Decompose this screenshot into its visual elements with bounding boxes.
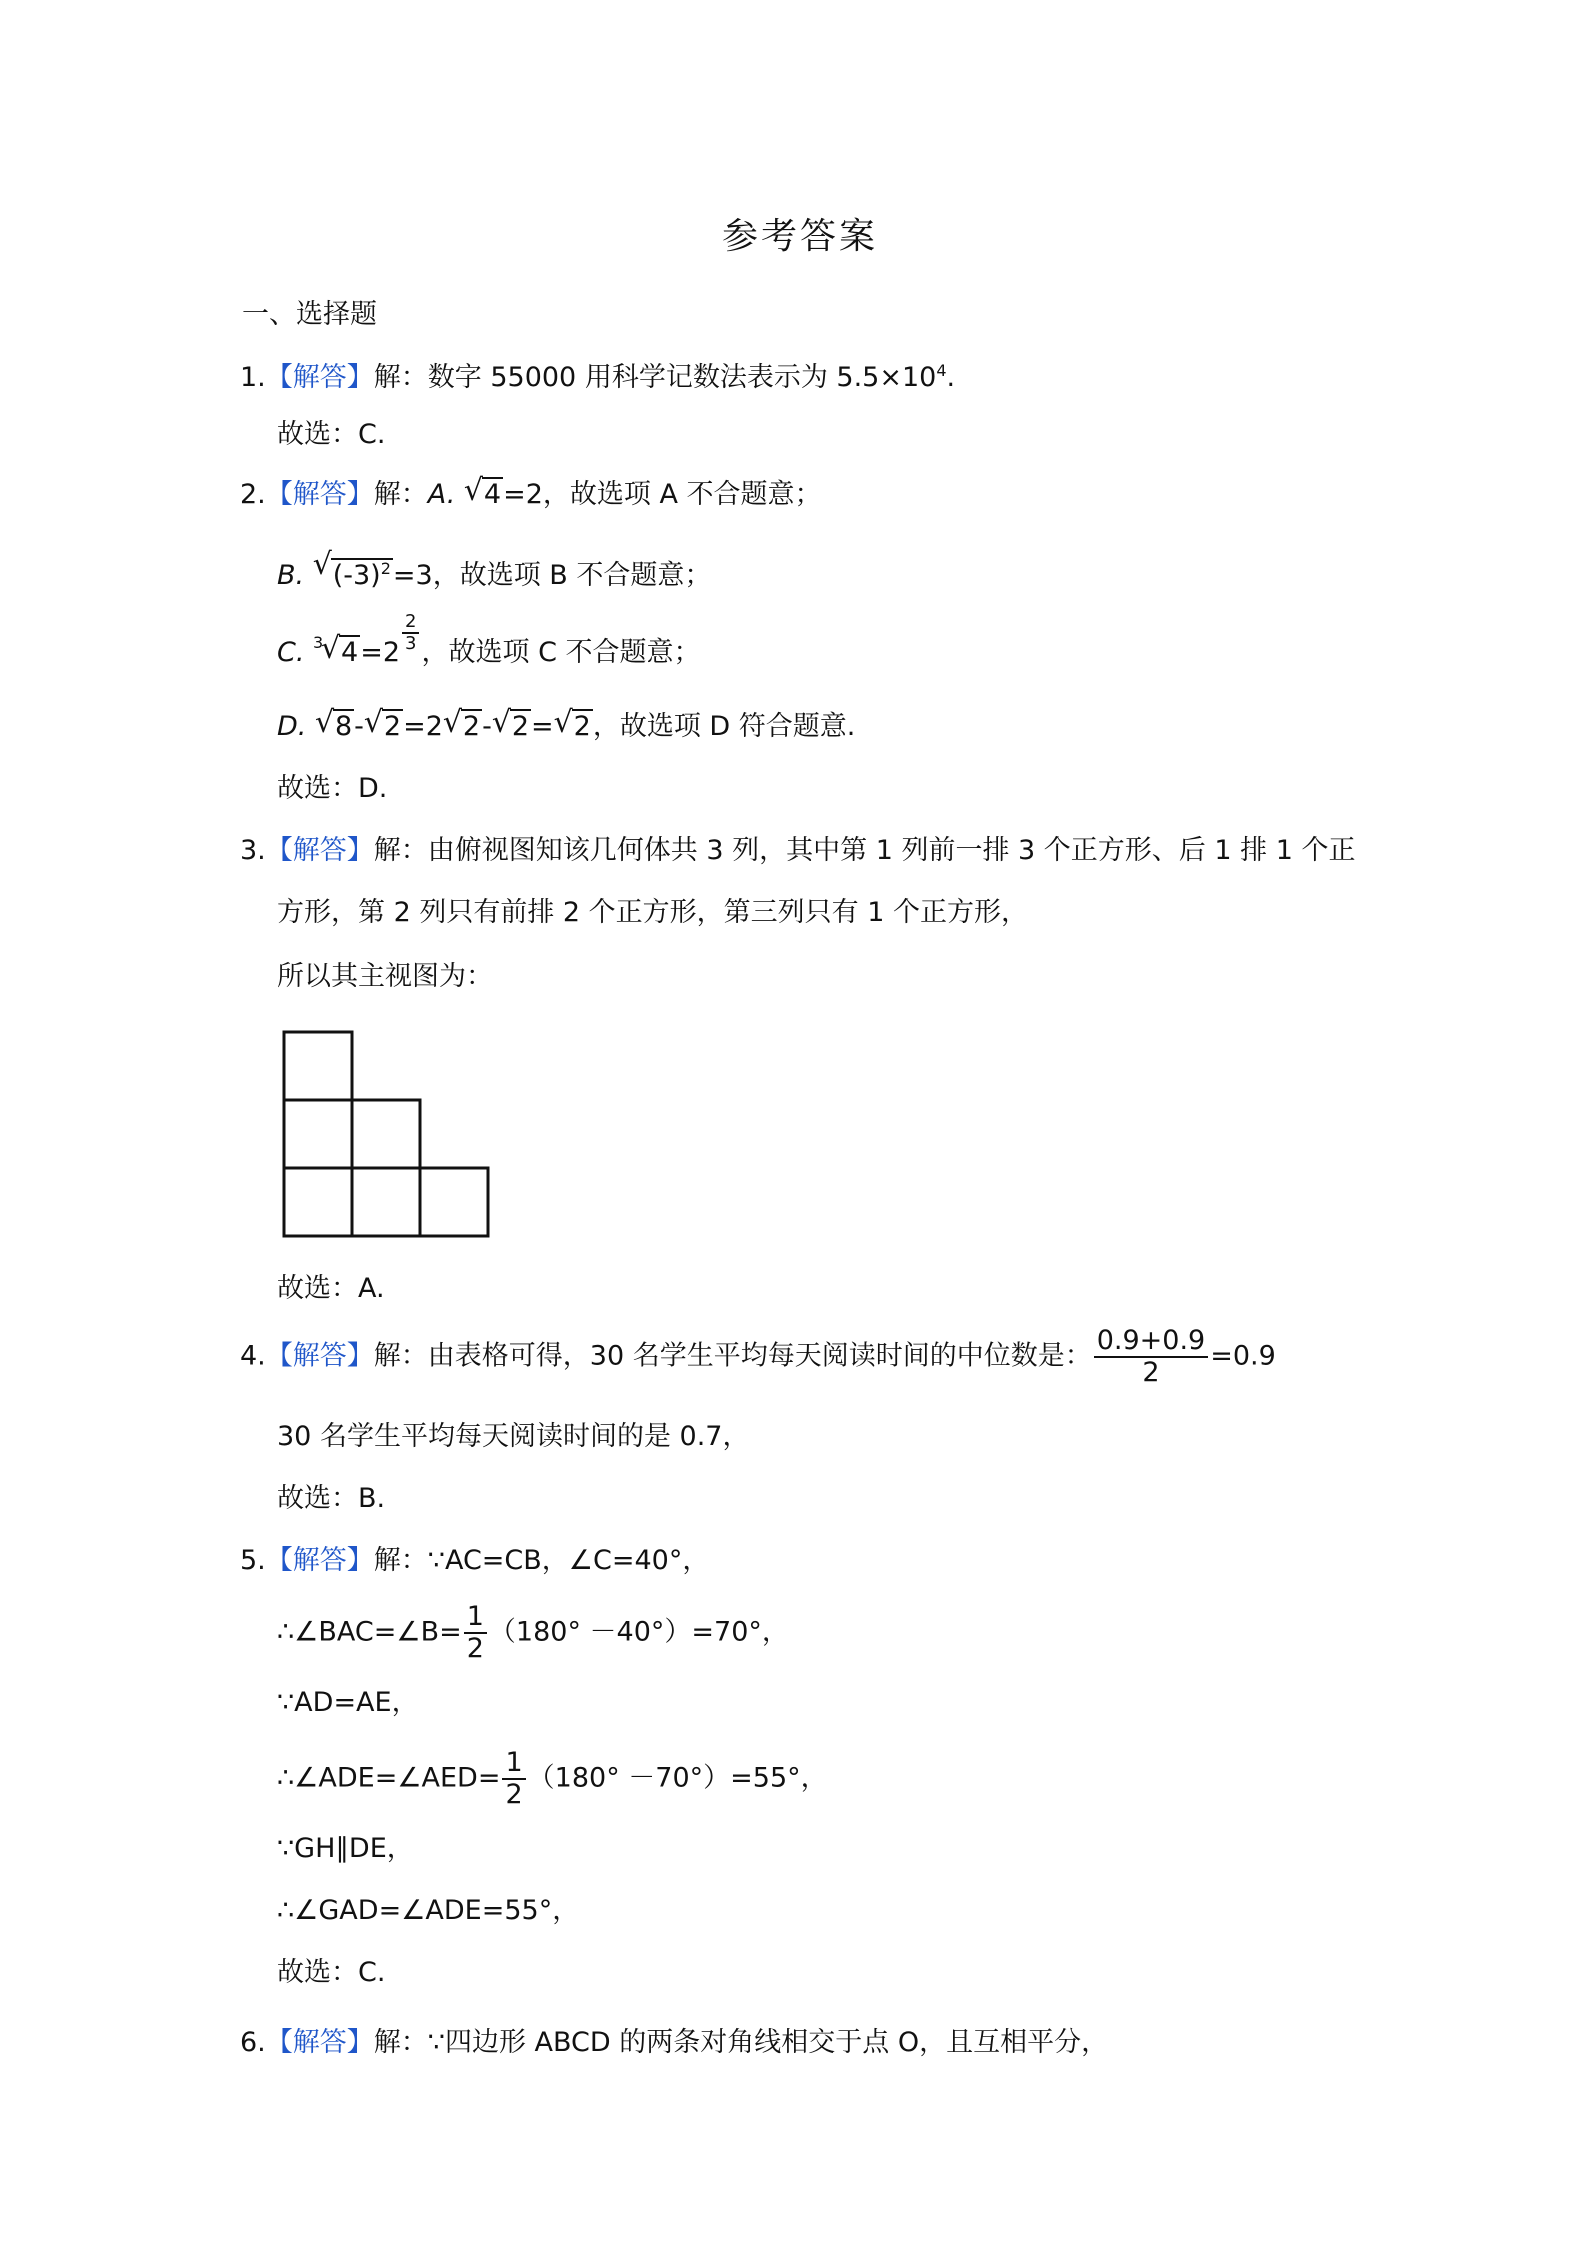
answer-4-line-2: 30 名学生平均每天阅读时间的是 0.7， bbox=[277, 1421, 750, 1452]
option-a-label: A. bbox=[427, 479, 456, 510]
grid-square bbox=[352, 1100, 420, 1168]
option-c-line bbox=[277, 611, 701, 670]
median-fraction: $\frac{0.9+0.9}{2}$ bbox=[1094, 1326, 1209, 1388]
option-d-text: ，故选项 D 符合题意. bbox=[592, 711, 856, 742]
radicand: 4 bbox=[483, 479, 502, 510]
radicand: (-3) bbox=[332, 560, 381, 591]
option-d-label: D. bbox=[277, 711, 307, 742]
answer-5-line-5: ∵GH∥DE， bbox=[277, 1833, 414, 1864]
answer-5-line-4 bbox=[277, 1748, 828, 1810]
answer-5-choice: 故选：C. bbox=[277, 1957, 386, 1988]
cube-root-expression: 3 √ 4 bbox=[313, 636, 360, 670]
grid-square bbox=[284, 1032, 352, 1100]
angle-result: （180° －70°）=55°， bbox=[527, 1762, 828, 1794]
answer-6 bbox=[240, 2026, 1108, 2060]
median-result: =0.9 bbox=[1210, 1340, 1276, 1372]
sqrt-expression: √ 2 bbox=[553, 705, 591, 742]
answer-tag: 【解答】 bbox=[265, 1340, 374, 1372]
option-c-text: ，故选项 C 不合题意； bbox=[421, 637, 701, 668]
section-heading: 一、选择题 bbox=[242, 299, 377, 330]
exponent: 2 bbox=[380, 559, 391, 578]
answer-5 bbox=[240, 1544, 709, 1578]
answer-1-text: 解：数字 55000 用科学记数法表示为 5.5×10 bbox=[373, 362, 937, 393]
half-fraction: $\frac{1}{2}$ bbox=[464, 1602, 487, 1664]
answer-tag: 【解答】 bbox=[265, 479, 374, 510]
sqrt-expression: √ 8 bbox=[314, 705, 353, 742]
answer-1 bbox=[240, 354, 955, 395]
minus-sign: - bbox=[482, 711, 492, 742]
sqrt-expression: √ 2 bbox=[491, 705, 530, 742]
equals-coef: =2 bbox=[403, 711, 443, 742]
equals-base: =2 bbox=[360, 637, 401, 668]
option-b-label: B. bbox=[277, 560, 305, 591]
option-a-text: =2，故选项 A 不合题意； bbox=[503, 479, 822, 510]
answer-2-lead: 解： bbox=[373, 479, 428, 510]
answer-3-choice: 故选：A. bbox=[277, 1273, 385, 1304]
grid-square bbox=[284, 1168, 352, 1236]
answer-tag: 【解答】 bbox=[265, 835, 374, 866]
answer-5-line-1: 解：∵AC=CB，∠C=40°， bbox=[373, 1545, 710, 1576]
answer-5-line-3: ∵AD=AE， bbox=[277, 1687, 419, 1718]
minus-sign: - bbox=[354, 711, 364, 742]
question-number: 3. bbox=[240, 835, 266, 866]
front-view-diagram bbox=[282, 1030, 498, 1242]
option-d-line bbox=[277, 705, 856, 744]
root-index: 3 bbox=[313, 633, 324, 652]
answer-3-line-3: 所以其主视图为： bbox=[277, 961, 493, 992]
answer-5-line-2 bbox=[277, 1602, 789, 1664]
sqrt-expression: √ $(-3)^2$ bbox=[312, 547, 391, 591]
sqrt-expression: √ 4 bbox=[463, 473, 502, 510]
grid-square bbox=[352, 1168, 420, 1236]
equals-sign: = bbox=[531, 711, 554, 742]
period: . bbox=[946, 362, 956, 393]
answer-4-line-1: 解：由表格可得，30 名学生平均每天阅读时间的中位数是： bbox=[373, 1340, 1092, 1372]
angle-equation: ∴∠ADE=∠AED= bbox=[277, 1762, 501, 1794]
exponent: 4 bbox=[936, 361, 947, 380]
answer-3-line-2: 方形，第 2 列只有前排 2 个正方形，第三列只有 1 个正方形， bbox=[277, 897, 1029, 928]
answer-6-text: 解：∵四边形 ABCD 的两条对角线相交于点 O，且互相平分， bbox=[373, 2027, 1109, 2058]
question-number: 4. bbox=[240, 1340, 266, 1372]
half-fraction: $\frac{1}{2}$ bbox=[502, 1748, 525, 1810]
answer-2-choice: 故选：D. bbox=[277, 773, 388, 804]
option-b-text: =3，故选项 B 不合题意； bbox=[392, 560, 712, 591]
grid-square bbox=[284, 1100, 352, 1168]
sqrt-expression: √ 2 bbox=[363, 705, 402, 742]
answer-5-line-6: ∴∠GAD=∠ADE=55°， bbox=[277, 1895, 580, 1926]
question-number: 6. bbox=[240, 2027, 266, 2058]
answer-3-line-1: 解：由俯视图知该几何体共 3 列，其中第 1 列前一排 3 个正方形、后 1 排 1 个正 bbox=[373, 835, 1356, 866]
option-b-line bbox=[277, 547, 712, 593]
answer-4 bbox=[240, 1326, 1276, 1388]
answer-4-choice: 故选：B. bbox=[277, 1483, 386, 1514]
page-title: 参考答案 bbox=[722, 216, 879, 257]
sqrt-expression: √ 2 bbox=[442, 705, 481, 742]
answer-tag: 【解答】 bbox=[265, 2027, 374, 2058]
answer-3 bbox=[240, 834, 1355, 868]
option-c-label: C. bbox=[277, 637, 305, 668]
question-number: 2. bbox=[240, 479, 266, 510]
radicand: 4 bbox=[341, 637, 359, 668]
question-number: 1. bbox=[240, 362, 266, 393]
angle-equation: ∴∠BAC=∠B= bbox=[277, 1616, 462, 1648]
answer-1-choice: 故选：C. bbox=[277, 419, 386, 450]
grid-square bbox=[420, 1168, 488, 1236]
question-number: 5. bbox=[240, 1545, 266, 1576]
answer-tag: 【解答】 bbox=[265, 1545, 374, 1576]
angle-result: （180° －40°）=70°， bbox=[488, 1616, 789, 1648]
exponent-fraction: $\frac{2}{3}$ bbox=[402, 612, 419, 654]
answer-tag: 【解答】 bbox=[265, 362, 374, 393]
answer-2 bbox=[240, 473, 822, 512]
